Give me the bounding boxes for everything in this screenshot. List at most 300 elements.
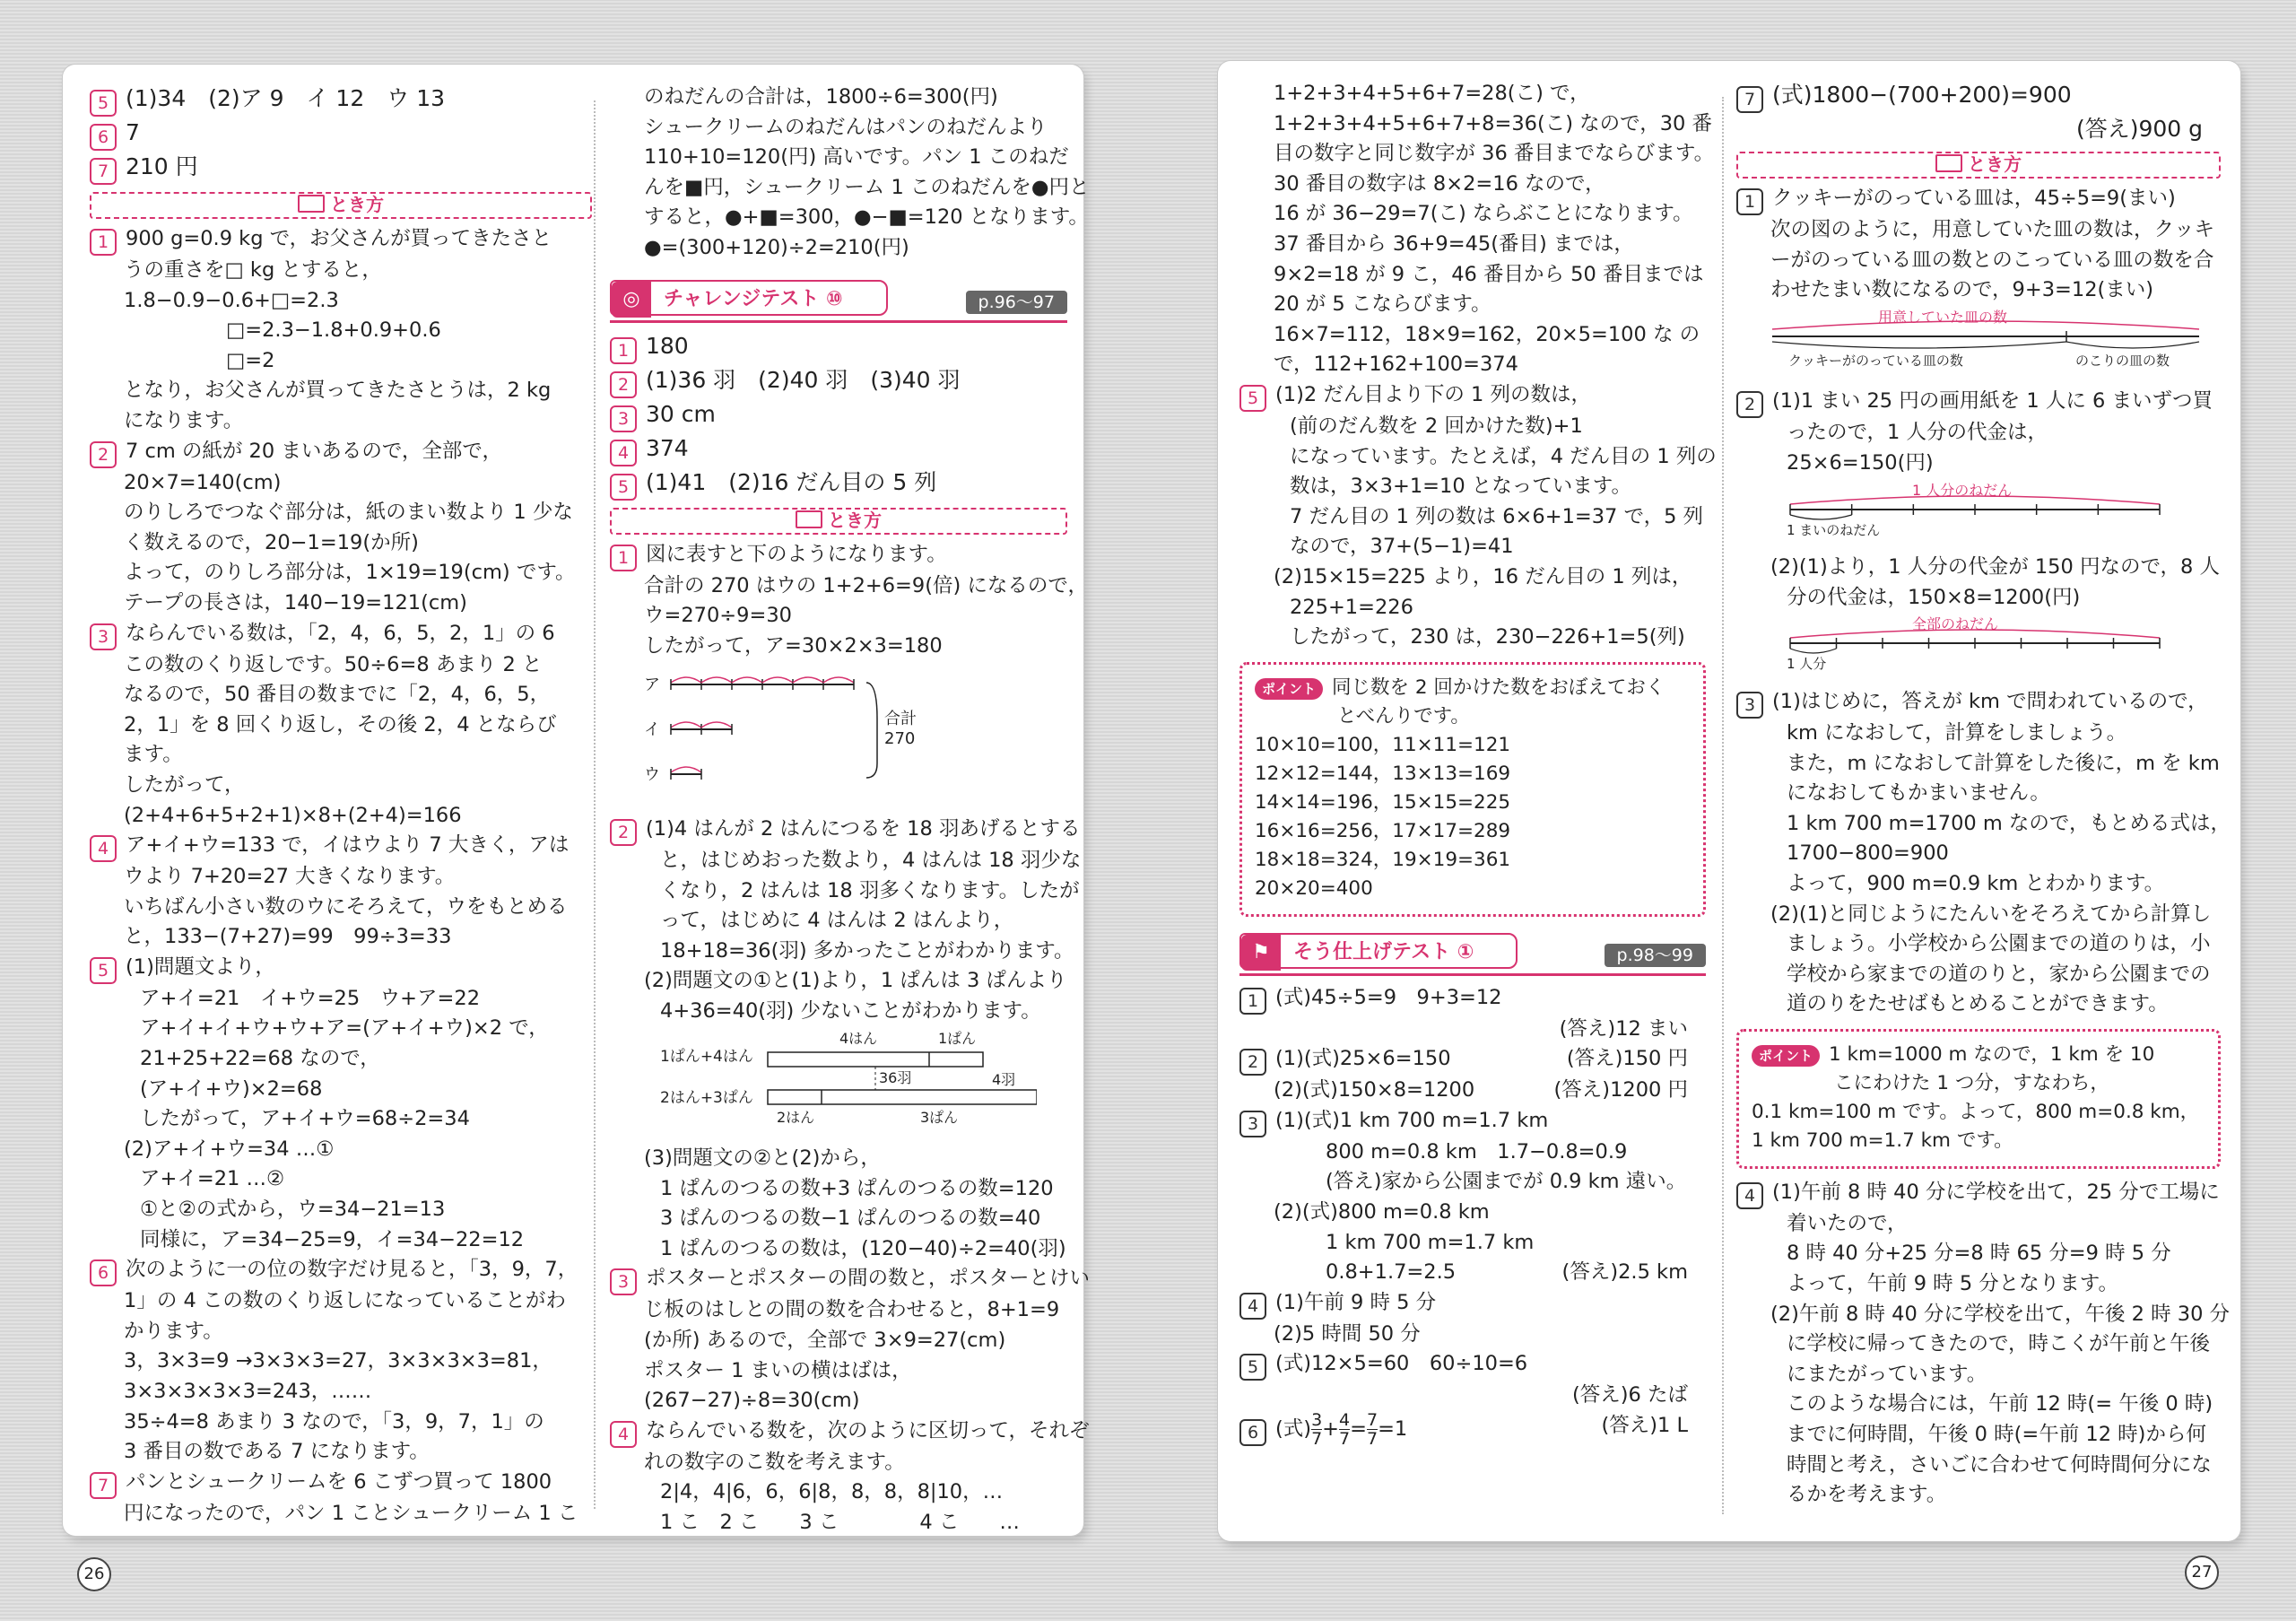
answer-text: 374 [646,434,689,461]
line-text: わせたまい数になるので，9+3=12(まい) [1770,278,2154,302]
answer-text: (1)34 (2)ア 9 イ 12 ウ 13 [126,85,446,111]
text-line [90,953,592,984]
line-text: 分の代金は，150×8=1200(円) [1787,585,2081,609]
text-line [610,632,1067,662]
text-line [610,1326,1067,1356]
text-line [610,937,1074,967]
fraction [1339,1411,1350,1448]
problem-number-badge: 2 [610,819,637,846]
denominator: 7 [1366,1429,1378,1450]
answer-row [90,151,592,185]
answer-row [90,83,592,117]
text-line [610,203,1089,233]
line-text: (2)(1)より，1 人分の代金が 150 円なので，8 人 [1770,555,2220,580]
crane-diagram [610,1031,1067,1139]
point-text: 16×16=256，17×17=289 [1255,819,1511,842]
line-text: になっています。たとえば，4 だん目の 1 列の [1290,444,1717,468]
diagram-label: のこりの皿の数 [2075,352,2170,369]
text-line [1736,246,2221,276]
text-line [1736,449,2221,479]
text-line [1239,1167,1706,1198]
text-line [610,540,1067,571]
line-text: く数えるので，20−1=19(か所) [124,530,419,554]
text-line [610,143,1067,173]
page-number-right: 27 [2185,1556,2219,1590]
problem-number-badge: 1 [610,337,637,364]
text-line [1736,387,2221,418]
line-text: ア+イ=21 イ+ウ=25 ウ+ア=22 [140,986,481,1010]
problem-number-badge: 4 [610,440,637,466]
line-text: よって，900 m=0.9 km とわかります。 [1787,871,2165,895]
line-text: (1)問題文より， [126,954,275,979]
line-text: したがって，230 は，230−226+1=5(列) [1290,625,1685,649]
tokikata-label: とき方 [330,194,384,215]
tokikata-header [1736,152,2221,179]
answer-text: 180 [646,332,689,359]
line-text: ならんでいる数を，次のように区切って，それぞ [646,1418,1090,1442]
text-line [90,771,592,801]
line-text: すると，●+■=300，●−■=120 となります。 [644,205,1089,230]
line-text: 30 番目の数字は 8×2=16 なので， [1274,171,1605,196]
line-text: 225+1=226 [1290,595,1413,619]
text-line [1239,1288,1706,1320]
line-text: 18+18=36(羽) 多かったことがわかります。 [660,938,1074,963]
line-text: ます。 [124,743,183,767]
text-line [1736,275,2221,306]
text-line [1736,839,2221,869]
text-line [1239,502,1706,533]
text-line [1239,1076,1706,1106]
text-line [610,1234,1067,1265]
line-text: (1)1 まい 25 円の画用紙を 1 人に 6 まいずつ買 [1772,389,2213,414]
answer-row [610,330,1067,364]
line-text: のねだんの合計は，1800÷6=300(円) [644,85,998,109]
section-header [610,280,1067,323]
plate-diagram-svg [1770,309,2201,372]
line-text: 1.8−0.9−0.6+□=2.3 [124,288,339,312]
text-line [1239,320,1706,351]
answer-row [610,466,1067,501]
line-text: よって，午前 9 時 5 分となります。 [1787,1272,2118,1296]
tokikata-label: とき方 [1968,153,2022,175]
text-line [610,601,1067,632]
problem-number-badge: 1 [610,545,637,571]
denominator: 7 [1339,1429,1351,1450]
line-text: 21+25+22=68 なので， [140,1047,380,1071]
text-line [1239,139,1715,170]
text-line [90,922,592,953]
point-text: 20×20=400 [1255,876,1373,900]
text-line [1239,532,1706,562]
tape-label: イ [644,720,660,740]
point-row [1255,875,1691,903]
text-line [1736,929,2221,960]
text-line [1239,1320,1706,1350]
numerator: 7 [1366,1410,1378,1431]
text-line [1239,562,1706,593]
line-text: (か所) あるので，全部で 3×9=27(cm) [644,1329,1006,1353]
text-line [90,406,592,437]
text-line [90,528,592,559]
line-text: れの数字のこ数を考えます。 [644,1450,905,1474]
line-text: (1)2 だん目より下の 1 列の数は， [1275,382,1591,406]
line-text: ア+イ=21 …② [140,1167,285,1191]
section-title: そう仕上げテスト ① [1293,940,1474,963]
line-text: ならんでいる数は，「2，4，6，5，2，1」の 6 [126,621,555,645]
problem-number-badge: 3 [610,1268,637,1295]
problem-number-badge: 4 [610,1421,637,1448]
point-row [1255,760,1691,789]
line-text: 20×7=140(cm) [124,470,282,494]
problem-number-badge: 3 [90,623,117,650]
text-line [610,113,1067,144]
point-text: 1 km 700 m=1.7 km です。 [1752,1129,2013,1152]
line-text: 8 時 40 分+25 分=8 時 65 分=9 時 5 分 [1787,1242,2171,1266]
text-line [1736,583,2221,614]
problem-number-badge: 1 [1736,188,1763,215]
point-text: 同じ数を 2 回かけた数をおぼえておく [1332,675,1665,699]
line-text: (ア+イ+ウ)×2=68 [140,1076,323,1101]
line-text: ポスター 1 まいの横はばは， [644,1358,912,1382]
row-label: 2はん+3ぱん [660,1088,753,1107]
text-line [1239,170,1706,200]
point-text: 1 km=1000 m なので，1 km を 10 [1829,1042,2155,1066]
text-line [90,588,592,619]
point-intro [1255,674,1691,702]
text-line [1239,593,1706,623]
text-line [90,1225,592,1256]
line-text: したがって，ア=30×2×3=180 [644,633,943,658]
line-text: したがって，ア+イ+ウ=68÷2=34 [140,1107,470,1131]
problem-number-badge: 5 [610,474,637,501]
diagram-label: 1 まいのねだん [1787,521,1881,538]
diagram-label: 1 人分のねだん [1912,482,2013,499]
text-line [1736,779,2221,809]
line-text: 0.8+1.7=2.5 [1326,1260,1457,1285]
text-line [1239,442,1717,473]
line-text: したがって， [124,772,245,797]
answer-text: (答え)2.5 km [1561,1260,1688,1285]
problem-number-badge: 5 [90,90,117,117]
text-line [1736,1269,2221,1300]
point-text: 0.1 km=100 m です。よって，800 m=0.8 km， [1752,1100,2200,1123]
line-text: にまたがっています。 [1787,1362,1987,1386]
text-line [1239,472,1706,502]
line-text: (1)午前 8 時 40 分に学校を出て，25 分で工場に [1772,1180,2220,1204]
line-text: クッキーがのっている皿は，45÷5=9(まい) [1772,187,2176,210]
text-line [1239,260,1706,291]
text-line [90,346,592,377]
segment-diagram-svg [1787,616,2163,672]
line-text: km になおして，計算をしましょう。 [1787,720,2127,745]
text-line [1736,869,2221,900]
fraction [1311,1411,1322,1448]
line-text: 800 m=0.8 km 1.7−0.8=0.9 [1326,1139,1628,1163]
text-line [90,893,592,923]
text-line [610,1386,1067,1416]
line-text: 3，3×3=9 →3×3×3=27，3×3×3×3=81， [124,1349,552,1373]
line-text: (1)はじめに，答えが km で問われているので， [1772,689,2208,713]
diagram-label: クッキーがのっている皿の数 [1788,352,1963,369]
segment-label: 36羽 [879,1068,912,1086]
line-text: 1+2+3+4+5+6+7+8=36(こ) なので，30 番 [1274,111,1713,135]
answer-line [1736,113,2221,144]
text-line [1736,809,2231,840]
section-pages-badge: p.98〜99 [1605,944,1706,967]
numerator: 3 [1311,1410,1323,1431]
text-line [90,1346,592,1377]
line-text: (2)ア+イ+ウ=34 …① [124,1137,335,1161]
text-line [90,316,592,346]
tape-arc [732,677,762,683]
text-line [610,1174,1067,1205]
problem-number-badge: 5 [1239,1354,1266,1381]
text-line [90,1044,592,1075]
text-line [610,966,1067,997]
text-line [90,862,592,893]
answer-text: (答え)1 L [1601,1414,1688,1438]
problem-number-badge: 4 [1239,1293,1266,1320]
text-line [90,286,592,317]
answer-text: 210 円 [126,153,198,179]
line-text: (2)(式)800 m=0.8 km [1274,1200,1490,1224]
point-box [1736,1029,2221,1169]
tokikata-header [90,192,592,219]
line-text: ウ=270÷9=30 [644,604,792,628]
page-number-left: 26 [77,1557,111,1591]
text-line [1239,1137,1706,1168]
tokikata-header [610,508,1067,535]
tape-label: ア [644,675,660,695]
answer-text: (式)1800−(700+200)=900 [1772,82,2072,108]
line-text: □=2.3−1.8+0.9+0.6 [226,318,441,343]
problem-number-badge: 6 [90,1259,117,1286]
text-line [1736,184,2221,215]
text-line [90,558,592,588]
line-text: また，m になおして計算をした後に，m を km [1787,751,2220,775]
text-line [1239,1044,1706,1076]
line-text: 7 cm の紙が 20 まいあるので，全部で， [126,439,502,463]
text-line [1736,687,2221,719]
line-text: になります。 [124,408,244,432]
text-line [1736,749,2221,780]
line-text: (3)問題文の②と(2)から， [644,1146,881,1171]
problem-number-badge: 3 [1736,692,1763,719]
segment-label: 2はん [777,1108,815,1126]
line-text: 7 だん目の 1 列の数は 6×6+1=37 で，5 列 [1290,504,1704,528]
line-text: 着いたので， [1787,1211,1908,1235]
answer-line [1239,1015,1706,1045]
text-line [610,815,1081,846]
plate-diagram [1736,309,2221,382]
right-column-2 [1736,79,2231,1511]
text-line [1239,1228,1706,1259]
tape-arc [701,722,732,728]
answer-row [610,398,1067,432]
text-line [1736,1178,2221,1209]
line-text: 2，1」を 8 回くり返し，その後 2，4 とならび [124,712,557,736]
line-text: □=2 [226,348,275,372]
text-line [1736,900,2221,930]
point-text: 18×18=324，19×19=361 [1255,848,1511,871]
line-text: (267−27)÷8=30(cm) [644,1389,860,1413]
tape-bar [768,1090,1037,1104]
line-text: よって，のりしろ部分は，1×19=19(cm) です。 [124,561,576,585]
part-arc [1772,342,2066,348]
line-text: このような場合には，午前 12 時(= 午後 0 時) [1787,1392,2213,1416]
line-text: パンとシュークリームを 6 こずつ買って 1800 [126,1469,552,1494]
line-text: (2)5 時間 50 分 [1274,1321,1421,1346]
line-text: (2)午前 8 時 40 分に学校を出て，午後 2 時 30 分 [1770,1302,2231,1326]
text-line [610,1416,1090,1448]
problem-number-badge: 7 [90,158,117,185]
problem-number-badge: 1 [90,229,117,256]
text-line [90,468,592,499]
line-text: 16×7=112，18×9=162，20×5=100 な の [1274,322,1700,346]
line-text: (式)45÷5=9 9+3=12 [1275,985,1502,1009]
text-line [90,801,592,832]
formula-prefix: (式) [1275,1417,1312,1442]
text-line [1736,1451,2221,1481]
book-icon [796,510,822,528]
diagram-label: 用意していた皿の数 [1878,309,2008,326]
problem-number-badge: 4 [1736,1182,1763,1209]
line-text: 数は，3×3+1=10 となっています。 [1290,475,1631,499]
text-line [90,1499,592,1529]
text-line [610,997,1067,1027]
text-line [610,846,1082,876]
answer-text: 30 cm [646,400,716,427]
answer-text: (1)41 (2)16 だん目の 5 列 [646,468,937,495]
left-column-2 [610,83,1091,1538]
tape-arc [701,677,732,683]
text-line [90,650,592,681]
book-icon [298,195,325,213]
line-text: って，はじめに 4 はんは 2 はんより， [660,909,1014,933]
line-text: (2+4+6+5+2+1)×8+(2+4)=166 [124,803,462,827]
line-text: 3×3×3×3×3=243，…… [124,1380,372,1403]
numerator: 4 [1339,1410,1351,1431]
text-line [90,224,592,256]
crane-diagram-svg [660,1031,1037,1129]
line-text: に学校に帰ってきたので，時こくが午前と午後 [1787,1332,2211,1356]
problem-number-badge: 2 [1239,1049,1266,1076]
line-text: (1)(式)25×6=150 [1275,1047,1451,1071]
line-text: 16 が 36−29=7(こ) ならぶことになります。 [1274,202,1693,226]
text-line [1239,109,1713,140]
line-text: シュークリームのねだんはパンのねだんより [644,115,1048,139]
line-text: (2)(1)と同じようにたんいをそろえてから計算し [1770,902,2212,926]
text-line [610,571,1088,602]
problem-number-badge: 7 [90,1472,117,1499]
answer-text: (答え)150 円 [1566,1047,1688,1071]
text-line [610,1448,1067,1478]
problem-number-badge: 6 [1239,1419,1266,1446]
line-text: んを■円，シュークリーム 1 このねだんを●円と [644,175,1090,199]
segment-diagram [1736,616,2221,682]
text-line [610,83,1067,113]
point-badge: ポイント [1255,678,1323,700]
point-box [1239,662,1706,917]
answer-row [1736,79,2221,113]
line-text: (2)問題文の①と(1)より，1 ぱんは 3 ぱんより [644,969,1067,993]
tape-label: ウ [644,765,660,785]
section-pages-badge: p.96〜97 [966,291,1067,314]
section-title: チャレンジテスト ⑩ [664,287,843,310]
text-line [1239,412,1706,442]
line-text: ●=(300+120)÷2=210(円) [644,235,909,259]
line-text: いちばん小さい数のウにそろえて，ウをもとめる [124,894,568,919]
line-text: (2)(式)150×8=1200 [1274,1078,1475,1102]
text-line [610,1477,1067,1508]
line-text: ア+イ+ウ=133 で，イはウより 7 大きく，アは [126,833,570,858]
tape-arc [671,722,701,728]
text-line [610,233,1067,264]
tape-arc [762,677,793,683]
line-text: ①と②の式から，ウ=34−21=13 [140,1198,446,1222]
line-text: 1」の 4 この数のくり返しになっていることがわ [124,1289,566,1313]
point-row [1255,731,1691,760]
text-line [1239,199,1706,230]
section-rule [1239,973,1706,976]
text-line [1736,1390,2221,1420]
text-line [1736,719,2221,749]
text-line [1239,230,1706,260]
text-line [1736,1239,2221,1269]
line-text: 1 km 700 m=1700 m なので，もとめる式は， [1787,811,2231,835]
segment-label: 4はん [839,1030,878,1047]
answer-line [1239,1381,1706,1411]
point-row [1752,1069,2205,1098]
text-line [610,173,1090,204]
text-line [1736,1209,2221,1240]
left-page [63,65,1091,1536]
text-line [90,1195,592,1225]
text-line [610,876,1080,907]
text-line [1239,1198,1706,1228]
line-text: 1+2+3+4+5+6+7=28(こ) で， [1274,82,1590,105]
problem-number-badge: 5 [90,957,117,984]
line-text: 円になったので，パン 1 ことシュークリーム 1 こ [124,1501,578,1525]
answer-row [90,117,592,151]
row-label: 1ぱん+4はん [660,1047,753,1066]
text-line [610,1356,1067,1387]
text-line [1736,1480,2221,1511]
text-line [90,1075,592,1105]
text-line [1736,1300,2231,1330]
line-text: 1 こ 2 こ 3 こ 4 こ … [660,1511,1020,1535]
text-line [610,1204,1067,1234]
problem-number-badge: 4 [90,835,117,862]
operator: + [1322,1417,1340,1442]
answer-text: (答え)900 g [2075,116,2203,142]
tape-diagram-svg [644,665,1057,799]
line-text: 1 km 700 m=1.7 km [1326,1230,1535,1254]
line-text: と，133−(7+27)=99 99÷3=33 [124,925,452,949]
problem-number-badge: 7 [1736,86,1763,113]
total-label: 合計 [884,710,917,729]
point-intro [1255,702,1691,731]
line-text: になおしてもかまいません。 [1787,781,2050,806]
text-line [90,1437,592,1468]
segment-label: 1ぱん [938,1030,977,1047]
tape-diagram [610,665,1067,809]
answer-row [610,364,1067,398]
text-line [90,498,592,528]
text-line [90,256,592,286]
tape-bar [768,1052,983,1067]
segment-label: 3ぱん [920,1108,959,1126]
